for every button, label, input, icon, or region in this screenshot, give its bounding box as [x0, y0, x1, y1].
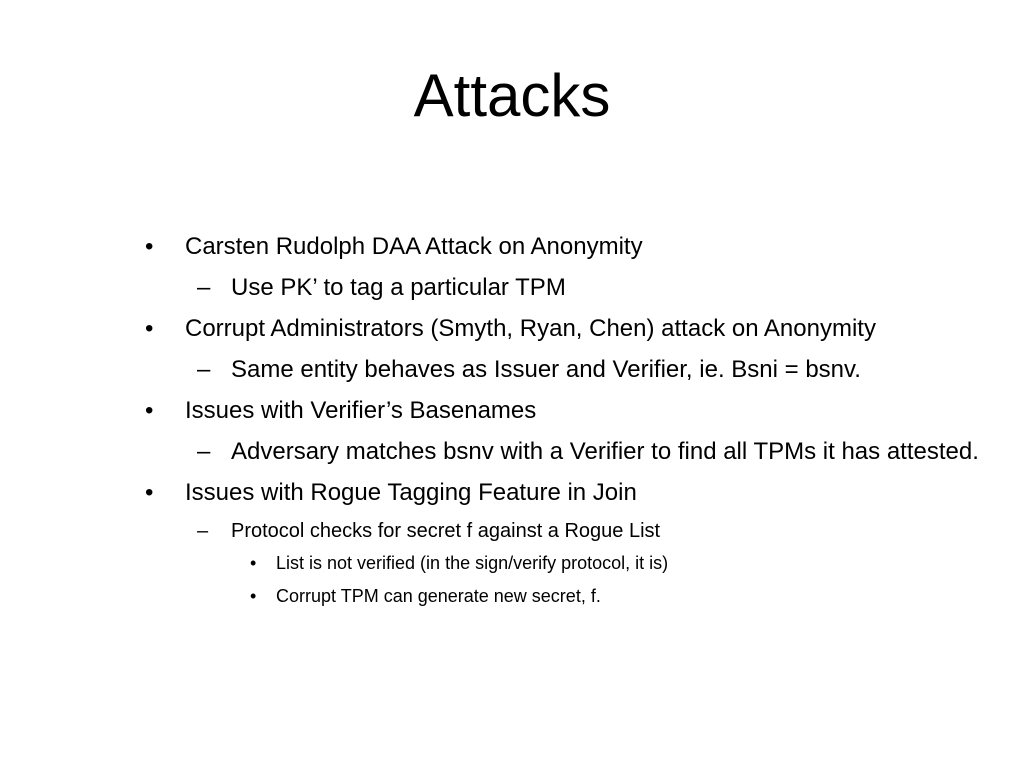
sub-bullet-item: [197, 271, 995, 305]
bullet-item: [145, 230, 995, 264]
dash-icon: –: [197, 274, 211, 301]
bullet-text: Issues with Rogue Tagging Feature in Join: [185, 479, 637, 506]
dash-icon: –: [197, 520, 209, 542]
sub-bullet-text: Same entity behaves as Issuer and Verifier, ie. Bsni = bsnv.: [231, 356, 861, 383]
bullet-list: [145, 230, 995, 616]
slide-title: Attacks: [413, 62, 611, 129]
bullet-text: Issues with Verifier’s Basenames: [185, 397, 537, 424]
dash-icon: –: [197, 356, 211, 383]
bullet-item: [145, 476, 995, 510]
bullet-item: [145, 312, 995, 346]
bullet-item: [145, 394, 995, 428]
sub-sub-bullet-text: List is not verified (in the sign/verify protocol, it is): [276, 553, 669, 573]
sub-bullet-text: Use PK’ to tag a particular TPM: [231, 274, 566, 301]
bullet-dot-icon: •: [145, 479, 154, 506]
sub-bullet-item: [197, 353, 995, 387]
sub-bullet-item: [197, 435, 995, 469]
sub-bullet-text: Adversary matches bsnv with a Verifier to find all TPMs it has attested.: [231, 438, 979, 465]
bullet-text: Corrupt Administrators (Smyth, Ryan, Chen) attack on Anonymity: [185, 315, 876, 342]
bullet-dot-icon: •: [145, 397, 154, 424]
bullet-dot-icon: •: [145, 315, 154, 342]
bullet-dot-icon: •: [250, 586, 257, 606]
sub-bullet-text: Protocol checks for secret f against a Rogue List: [231, 520, 661, 542]
sub-sub-bullet-item: [250, 550, 995, 576]
dash-icon: –: [197, 438, 211, 465]
bullet-dot-icon: •: [145, 233, 154, 260]
bullet-dot-icon: •: [250, 553, 257, 573]
sub-sub-bullet-text: Corrupt TPM can generate new secret, f.: [276, 586, 601, 606]
bullet-text: Carsten Rudolph DAA Attack on Anonymity: [185, 233, 643, 260]
sub-sub-bullet-item: [250, 583, 995, 609]
sub-bullet-item: [197, 517, 995, 545]
